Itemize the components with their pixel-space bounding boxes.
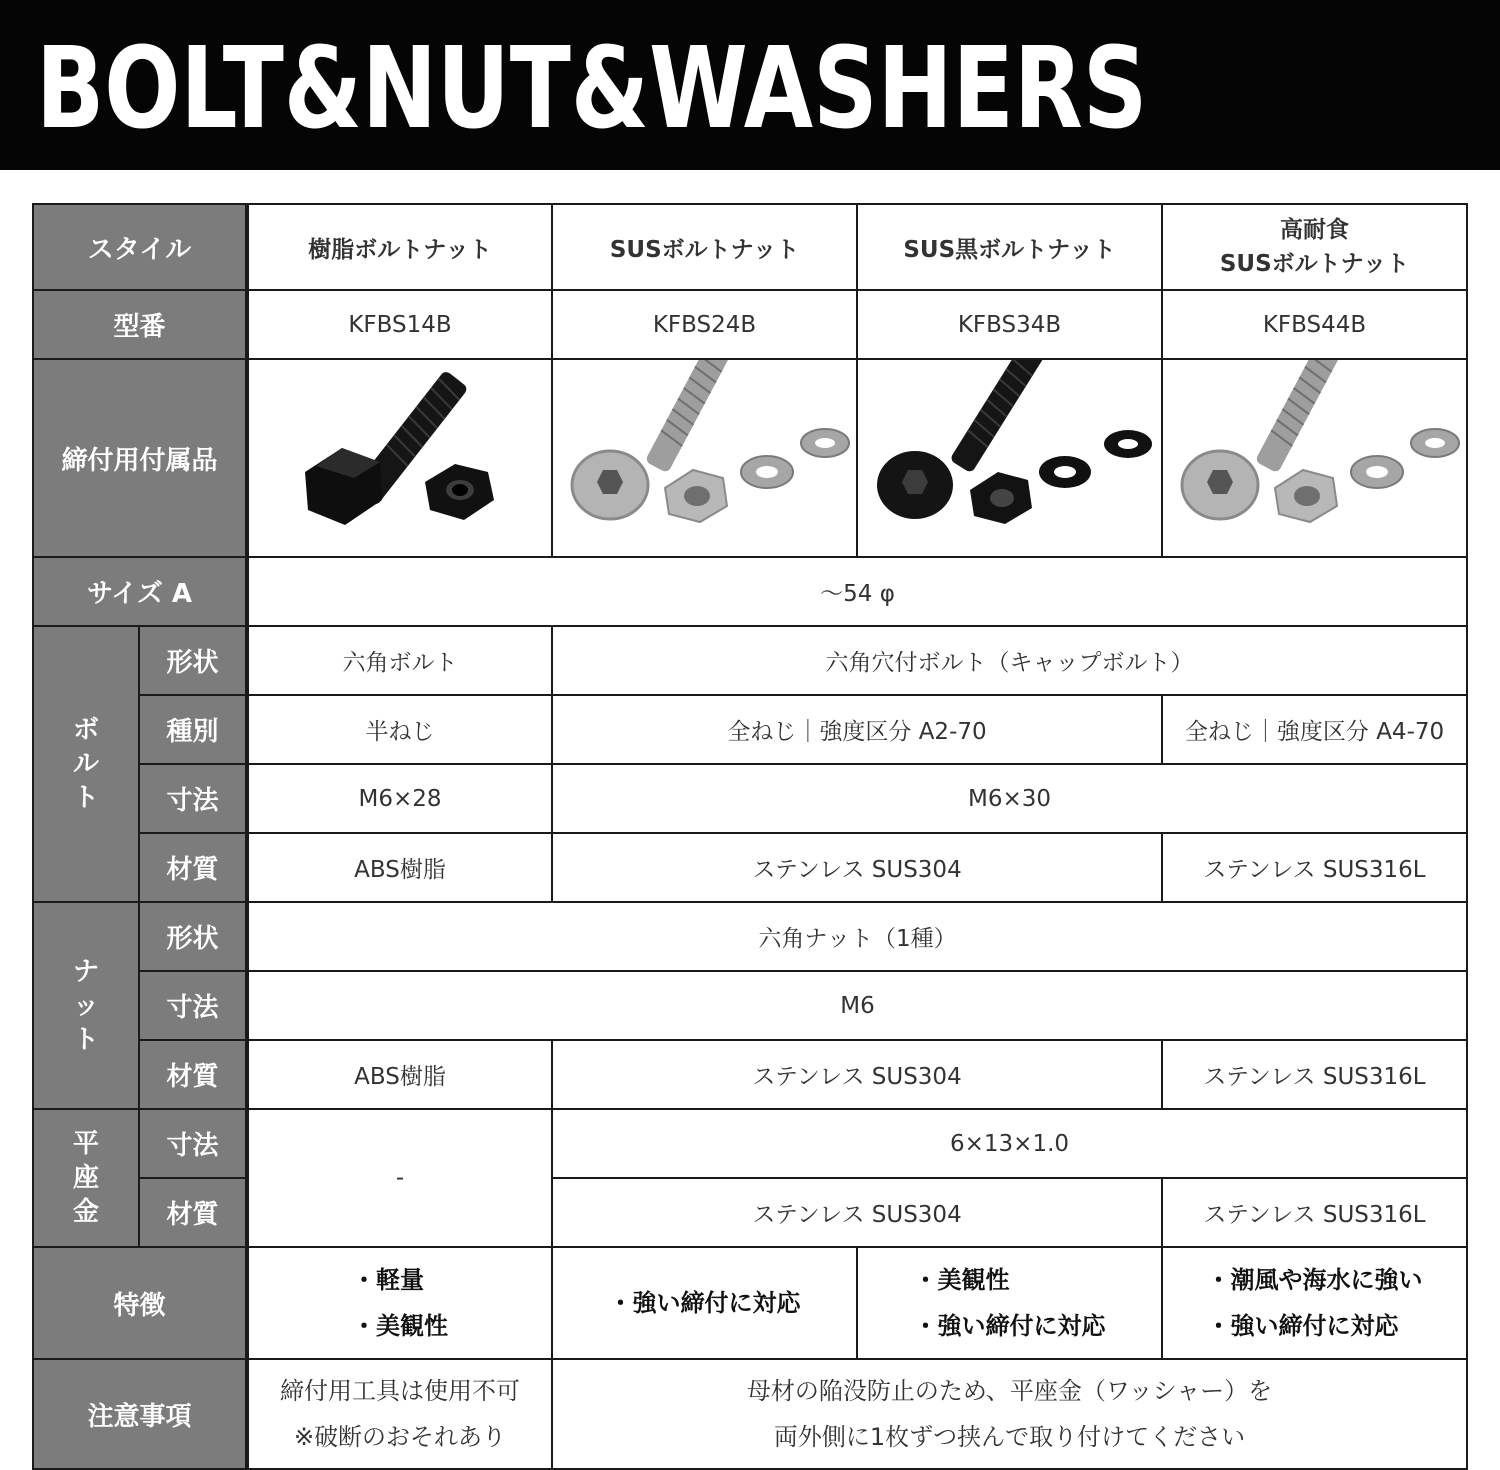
- notes-cell: [247, 1359, 552, 1469]
- washer-dimension-row: [33, 1109, 1467, 1178]
- feature-item: ・美観性: [352, 1312, 449, 1340]
- bolt-type-value: 全ねじ｜強度区分 A2-70: [552, 695, 1162, 764]
- bolt-type-value: 全ねじ｜強度区分 A4-70: [1162, 695, 1467, 764]
- size-a-value: ～54 φ: [247, 557, 1467, 626]
- feature-item: ・潮風や海水に強い: [1206, 1266, 1423, 1294]
- feature-cell: [552, 1247, 857, 1359]
- nut-material-label: 材質: [139, 1040, 247, 1109]
- style-sus-black: SUS黒ボルトナット: [857, 204, 1162, 290]
- feature-item: ・強い締付に対応: [608, 1289, 801, 1317]
- bolt-shape-value: 六角ボルト: [247, 626, 552, 695]
- model-value: KFBS34B: [857, 290, 1162, 359]
- style-resin: 樹脂ボルトナット: [247, 204, 552, 290]
- feature-item: ・美観性: [913, 1266, 1010, 1294]
- feature-item: ・強い締付に対応: [913, 1312, 1106, 1340]
- notes-cell: [552, 1359, 1467, 1469]
- bolt-dimension-value: M6×28: [247, 764, 552, 833]
- high-corrosion-sus-bolt-nut-washer-photo: [1162, 359, 1467, 557]
- model-value: KFBS44B: [1162, 290, 1467, 359]
- washer-material-value: ステンレス SUS316L: [1162, 1178, 1467, 1247]
- washer-dimension-label: 寸法: [139, 1109, 247, 1178]
- accessory-row: [33, 359, 1467, 557]
- note-line: 両外側に1枚ずつ挟んで取り付けてください: [773, 1423, 1246, 1451]
- note-line: 締付用工具は使用不可: [280, 1377, 521, 1405]
- bolt-type-row: [33, 695, 1467, 764]
- bolt-dimension-value: M6×30: [552, 764, 1467, 833]
- washer-none-value: -: [247, 1109, 552, 1247]
- washer-group-label: 平座金: [33, 1109, 139, 1247]
- feature-row: [33, 1247, 1467, 1359]
- style-high-corrosion-line1: 高耐食: [1280, 217, 1350, 243]
- model-value: KFBS24B: [552, 290, 857, 359]
- bolt-dimension-label: 寸法: [139, 764, 247, 833]
- bolt-material-value: ABS樹脂: [247, 833, 552, 902]
- feature-cell: [247, 1247, 552, 1359]
- bolt-material-value: ステンレス SUS316L: [1162, 833, 1467, 902]
- model-label: 型番: [33, 290, 247, 359]
- notes-label: 注意事項: [33, 1359, 247, 1469]
- feature-item: ・強い締付に対応: [1206, 1312, 1399, 1340]
- page-title: BOLT&NUT&WASHERS: [36, 24, 1148, 154]
- bolt-shape-row: [33, 626, 1467, 695]
- bolt-type-value: 半ねじ: [247, 695, 552, 764]
- resin-bolt-nut-image: [250, 360, 550, 550]
- feature-item: ・軽量: [352, 1266, 425, 1294]
- feature-label: 特徴: [33, 1247, 247, 1359]
- style-sus: SUSボルトナット: [552, 204, 857, 290]
- resin-bolt-nut-photo: [247, 359, 552, 557]
- style-row: [33, 204, 1467, 290]
- model-row: [33, 290, 1467, 359]
- feature-cell: [1162, 1247, 1467, 1359]
- nut-group-label: ナット: [33, 902, 139, 1109]
- nut-dimension-row: [33, 971, 1467, 1040]
- nut-shape-label: 形状: [139, 902, 247, 971]
- washer-material-label: 材質: [139, 1178, 247, 1247]
- bolt-group-label: ボルト: [33, 626, 139, 902]
- notes-row: [33, 1359, 1467, 1469]
- style-high-corrosion-line2: SUSボルトナット: [1219, 251, 1410, 277]
- accessory-label: 締付用付属品: [33, 359, 247, 557]
- sus-bolt-nut-washer-image: [555, 360, 855, 550]
- sus-black-bolt-nut-washer-photo: [857, 359, 1162, 557]
- feature-cell: [857, 1247, 1162, 1359]
- style-label: スタイル: [33, 204, 247, 290]
- style-high-corrosion: [1162, 204, 1467, 290]
- sus-black-bolt-nut-washer-image: [860, 360, 1160, 550]
- nut-material-value: ステンレス SUS316L: [1162, 1040, 1467, 1109]
- washer-dimension-value: 6×13×1.0: [552, 1109, 1467, 1178]
- title-banner: [0, 0, 1500, 170]
- nut-material-row: [33, 1040, 1467, 1109]
- note-line: ※破断のおそれあり: [293, 1423, 507, 1451]
- bolt-material-value: ステンレス SUS304: [552, 833, 1162, 902]
- nut-shape-value: 六角ナット（1種）: [247, 902, 1467, 971]
- nut-material-value: ステンレス SUS304: [552, 1040, 1162, 1109]
- sus-bolt-nut-washer-photo: [552, 359, 857, 557]
- size-a-row: [33, 557, 1467, 626]
- spec-table: [32, 203, 1468, 1470]
- bolt-shape-label: 形状: [139, 626, 247, 695]
- nut-material-value: ABS樹脂: [247, 1040, 552, 1109]
- model-value: KFBS14B: [247, 290, 552, 359]
- bolt-material-row: [33, 833, 1467, 902]
- high-corrosion-sus-bolt-nut-washer-image: [1165, 360, 1465, 550]
- washer-material-value: ステンレス SUS304: [552, 1178, 1162, 1247]
- bolt-type-label: 種別: [139, 695, 247, 764]
- nut-dimension-label: 寸法: [139, 971, 247, 1040]
- nut-shape-row: [33, 902, 1467, 971]
- note-line: 母材の陥没防止のため、平座金（ワッシャー）を: [746, 1377, 1273, 1405]
- size-a-label: サイズ A: [33, 557, 247, 626]
- nut-dimension-value: M6: [247, 971, 1467, 1040]
- bolt-shape-value: 六角穴付ボルト（キャップボルト）: [552, 626, 1467, 695]
- bolt-material-label: 材質: [139, 833, 247, 902]
- bolt-dimension-row: [33, 764, 1467, 833]
